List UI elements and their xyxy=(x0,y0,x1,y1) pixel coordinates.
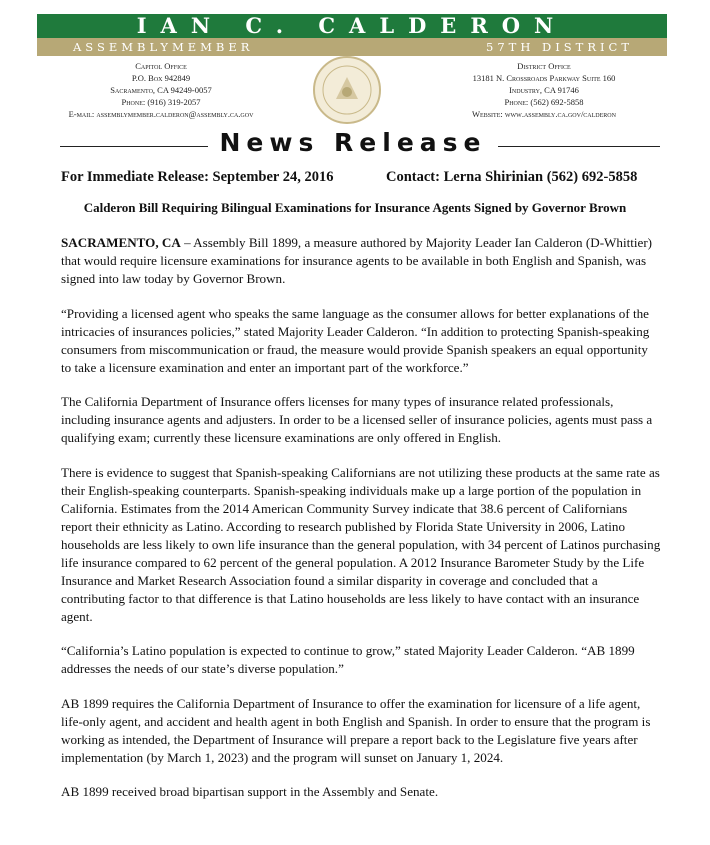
district-office-website: Website: www.assembly.ca.gov/calderon xyxy=(472,109,616,119)
member-name: IAN C. CALDERON xyxy=(37,14,667,38)
letterhead-banner xyxy=(37,14,667,56)
member-title-bar xyxy=(37,38,667,56)
paragraph-2: “Providing a licensed agent who speaks the same language as the consumer allows for better explanations of the intricacies of insurances policies,” stated Majority Leader Calderon. “In addition to protecting Spanish-speaking consumers from miscommunication or fraud, the measure would provide Spanish speakers an equal opportunity to take a licensure examination and enter an important part of the workforce.” xyxy=(61,305,650,375)
paragraph-4: There is evidence to suggest that Spanish-speaking Californians are not utilizing these products at the same rate as their English-speaking counterparts. Spanish-speaking individuals make up a large portion of the population in California. Estimates from the 2014 American Community Survey indicate that 38.6 percent of Californians report their ethnicity as Latino. According to research published by Florida State University in 2006, Latino households are less likely to own life insurance than the general population, with 34 percent of Latinos purchasing life insurance compared to 62 percent of the general population. A 2012 Insurance Barometer Study by the Life Insurance and Market Research Association found a similar disparity in coverage and concluded that a contributing factor to that difference is that Latino households are less likely to have contact with an insurance agent. xyxy=(61,464,661,624)
assembly-seal-icon xyxy=(312,55,382,125)
divider-left xyxy=(60,146,208,147)
district-office-phone: Phone: (562) 692-5858 xyxy=(504,97,584,107)
capitol-office-email: E-mail: assemblymember.calderon@assembly.ca.gov xyxy=(68,109,254,119)
paragraph-3: The California Department of Insurance offers licenses for many types of insurance related professionals, including insurance agents and adjusters. In order to be a licensed seller of insurance policies, agents must pass a qualifying exam; currently these licensure examinations are only offered in English. xyxy=(61,394,653,445)
dateline: SACRAMENTO, CA xyxy=(61,235,181,250)
paragraph-5: “California’s Latino population is expected to continue to grow,” stated Majority Leader Calderon. “AB 1899 addresses the needs of our state’s diverse population.” xyxy=(61,643,635,676)
paragraph-7: AB 1899 received broad bipartisan support in the Assembly and Senate. xyxy=(61,784,439,799)
release-date: For Immediate Release: September 24, 2016 xyxy=(61,169,334,185)
press-headline: Calderon Bill Requiring Bilingual Examinations for Insurance Agents Signed by Governor Brown xyxy=(83,200,627,215)
district-number: 57TH DISTRICT xyxy=(486,40,633,54)
press-body xyxy=(61,234,661,818)
district-office-street: 13181 N. Crossroads Parkway Suite 160 xyxy=(472,73,616,83)
capitol-office-city: Sacramento, CA 94249-0057 xyxy=(110,85,212,95)
paragraph-1 xyxy=(61,234,661,288)
district-office-city: Industry, CA 91746 xyxy=(509,85,579,95)
contact-info: Contact: Lerna Shirinian (562) 692-5858 xyxy=(386,169,638,185)
capitol-office-address xyxy=(36,60,286,120)
member-title: ASSEMBLYMEMBER xyxy=(73,40,254,54)
district-office-address xyxy=(418,60,670,120)
paragraph-6: AB 1899 requires the California Department of Insurance to offer the examination for licensure of a life agent, life-only agent, and accident and health agent in both English and Spanish. In order to ensure that the program is working as intended, the Department of Insurance will prepare a report back to the Legislature five years after implementation (by March 1, 2023) and the program will sunset on January 1, 2024. xyxy=(61,695,651,765)
news-release-title: News Release xyxy=(219,128,487,157)
capitol-office-heading: Capitol Office xyxy=(135,61,187,71)
paragraph-1-text: – Assembly Bill 1899, a measure authored by Majority Leader Ian Calderon (D-Whittier) that would require licensure examinations for insurance agents to be available in both English and Spanish, was signed into law today by Governor Brown. xyxy=(61,235,653,286)
divider-right xyxy=(498,146,660,147)
capitol-office-po-box: P.O. Box 942849 xyxy=(131,73,191,83)
district-office-heading: District Office xyxy=(517,61,571,71)
capitol-office-phone: Phone: (916) 319-2057 xyxy=(121,97,201,107)
